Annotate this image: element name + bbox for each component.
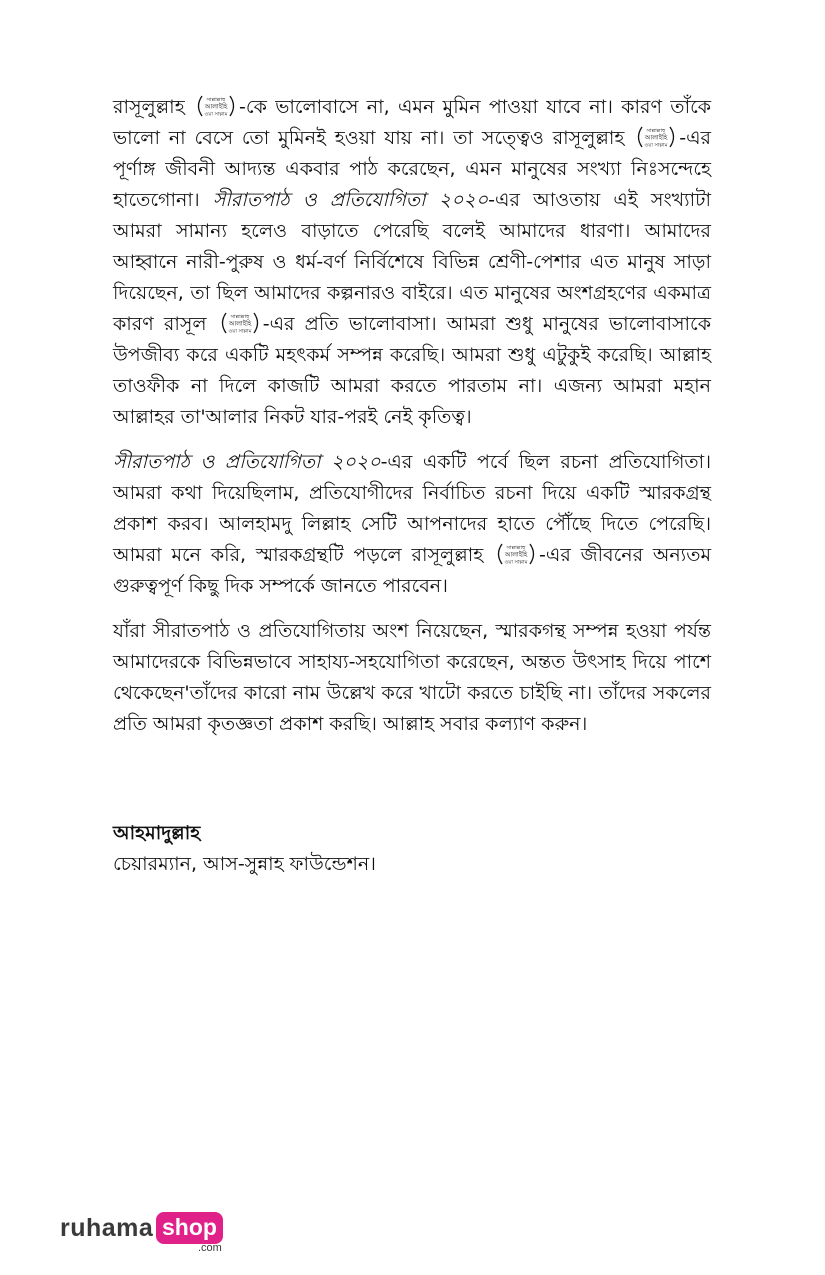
event-title-italic: সীরাতপাঠ ও প্রতিযোগিতা ২০২০ [212,189,489,211]
paragraph-text: -এর একটি পর্বে ছিল রচনা প্রতিযোগিতা। আমরা কথা দিয়েছিলাম, প্রতিযোগীদের নির্বাচিত রচনা দিয়ে একটি স্মারকগ্রন্থ প্রকাশ করব। আলহামদু লিল্লাহ সেটি আপনাদের হাতে পৌঁছে দিতে পেরেছি। আমরা মনে করি, স্মারকগ্রন্থটি পড়লে রাসূলুল্লাহ [113,451,711,566]
event-title-italic: সীরাতপাঠ ও প্রতিযোগিতা ২০২০ [113,451,381,473]
paragraph-text: -এর আওতায় এই সংখ্যাটা আমরা সামান্য হলেও বাড়াতে পেরেছি বলেই আমাদের ধারণা। আমাদের আহ্বানে নারী-পুরুষ ও ধর্ম-বর্ণ নির্বিশেষে বিভিন্ন শ্রেণী-পেশার এত মানুষ সাড়া দিয়েছেন, তা ছিল আমাদের কল্পনারও বাইরে। এত মানুষের অংশগ্রহণের একমাত্র কারণ রাসূল [113,189,711,335]
salawat-glyph-icon [194,94,238,118]
document-body [113,92,711,754]
paragraph-text: -এর পূর্ণাঙ্গ জীবনী আদ্যন্ত একবার পাঠ করেছেন, এমন মানুষের সংখ্যা নিঃসন্দেহে হাতেগোনা। [113,127,711,211]
signature-name: আহমাদুল্লাহ [113,822,201,844]
salawat-bottom-text: ওয়া সাল্লাম [228,328,252,334]
salawat-glyph-icon [494,542,538,566]
salawat-top-text: সাল্লাল্লাহু [230,313,250,320]
logo-shop-badge: shop [156,1212,223,1244]
ruhamashop-logo [60,1212,230,1252]
salawat-middle-text: আলাইহি [204,102,228,110]
salawat-top-text: সাল্লাল্লাহু [206,96,226,103]
salawat-middle-text: আলাইহি [644,133,668,141]
salawat-bottom-text: ওয়া সাল্লাম [504,559,528,565]
salawat-bottom-text: ওয়া সাল্লাম [644,142,668,148]
signature-block [113,818,711,880]
paragraph-text: -এর জীবনের অন্যতম গুরুত্বপূর্ণ কিছু দিক সম্পর্কে জানতে পারবেন। [113,544,711,597]
paragraph-2 [113,447,711,602]
paragraph-text: -কে ভালোবাসে না, এমন মুমিন পাওয়া যাবে না। কারণ তাঁকে ভালো না বেসে তো মুমিনই হওয়া যায় না। তা সত্ত্বেও রাসূলুল্লাহ [113,96,712,149]
logo-com-text: .com [198,1242,222,1254]
paragraph-1 [113,92,711,433]
salawat-glyph-icon [634,125,678,149]
salawat-top-text: সাল্লাল্লাহু [506,544,526,551]
paragraph-3 [113,616,711,740]
signature-title: চেয়ারম্যান, আস-সুন্নাহ ফাউন্ডেশন। [113,853,376,875]
paragraph-text: রাসূলুল্লাহ [113,96,194,118]
logo-ruhama-text: ruhama [60,1214,154,1242]
paragraph-text: -এর প্রতি ভালোবাসা। আমরা শুধু মানুষের ভালোবাসাকে উপজীব্য করে একটি মহৎকর্ম সম্পন্ন করেছি। আমরা শুধু এটুকুই করেছি। আল্লাহ তাওফীক না দিলে কাজটি আমরা করতে পারতাম না। এজন্য আমরা মহান আল্লাহর তা'আলার নিকট যার-পরই নেই কৃতিত্ব। [113,313,711,428]
salawat-bottom-text: ওয়া সাল্লাম [204,111,228,117]
salawat-top-text: সাল্লাল্লাহু [646,127,666,134]
salawat-middle-text: আলাইহি [504,550,528,558]
paragraph-text: যাঁরা সীরাতপাঠ ও প্রতিযোগিতায় অংশ নিয়েছেন, স্মারকগন্থ সম্পন্ন হওয়া পর্যন্ত আমাদেরকে বিভিন্নভাবে সাহায্য-সহযোগিতা করেছেন, অন্তত উৎসাহ দিয়ে পাশে থেকেছেন'তাঁদের কারো নাম উল্লেখ করে খাটো করতে চাইছি না। তাঁদের সকলের প্রতি আমরা কৃতজ্ঞতা প্রকাশ করছি। আল্লাহ সবার কল্যাণ করুন। [113,620,711,735]
salawat-glyph-icon [218,311,262,335]
salawat-middle-text: আলাইহি [228,319,252,327]
